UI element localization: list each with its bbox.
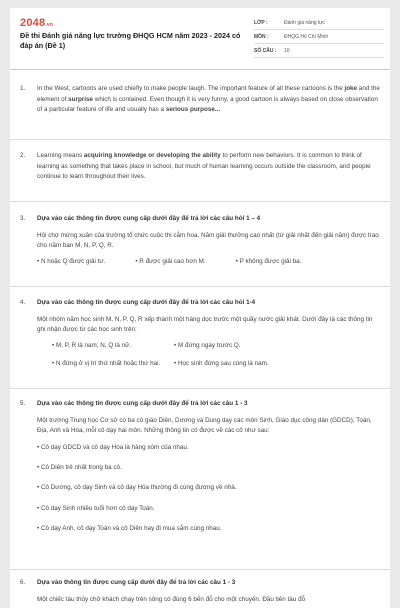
question-number: 3.: [20, 215, 26, 222]
question-3: [20, 214, 380, 267]
question-text: Một chiếc tàu thủy chở khách chạy trên sông có đúng 6 bến đỗ cho một chuyến. Đầu tiên tàu đỗ: [37, 595, 306, 603]
divider: [10, 388, 390, 389]
fact-item: • M, P, R là nam; N, Q là nữ.: [52, 341, 132, 349]
question-6: [20, 578, 380, 605]
meta-class: LỚP : Đánh giá năng lực: [254, 16, 384, 30]
question-facts: [37, 443, 380, 545]
question-4: [20, 298, 380, 370]
question-text: Hội chợ mừng xuân của trường tổ chức cuộc thi cắm hoa. Năm giải thưởng cao nhất (từ giải nhất đến giải năm) được trao cho năm bạn M, N, P, Q, R.: [37, 231, 379, 249]
document-title: Đề thi Đánh giá năng lực trường ĐHQG HCM năm 2023 - 2024 có đáp án (Đề 1): [20, 31, 241, 50]
meta-subject: MÔN : ĐHQG Hồ Chí Minh: [254, 30, 384, 44]
question-options: [37, 257, 380, 268]
fact-item: • Cô Dương, cô dạy Sinh và cô dạy Hóa thường đi cùng đường về nhà.: [37, 484, 237, 492]
question-1: [20, 84, 380, 116]
divider: [10, 201, 390, 202]
fact-item: • Cô dạy Anh, cô dạy Toán và cô Diên hay đi mua sắm cùng nhau.: [37, 525, 222, 533]
question-number: 1.: [20, 85, 26, 92]
divider: [10, 139, 390, 140]
question-heading: Dựa vào thông tin được cung cấp dưới đây để trả lời các câu 1 - 3: [37, 579, 236, 586]
question-heading: Dựa vào các thông tin được cung cấp dưới đây để trả lời các câu hỏi 1-4: [37, 299, 256, 306]
fact-item: • Cô dạy GDCD và cô dạy Hóa là hàng xóm của nhau.: [37, 443, 189, 451]
question-text: Learning means acquiring knowledge or developing the ability to perform new behaviors. It is common to think of learning as something that takes place in school, but much of human learning occurs outside the classroom, and people continue to learn throughout their lives.: [37, 152, 371, 180]
divider: [10, 569, 390, 570]
question-facts: [52, 341, 380, 370]
fact-item: • M đứng ngay trước Q.: [174, 341, 241, 349]
question-text: In the West, cartoons are used chiefly to make people laugh. The important feature of all these cartoons is the joke and the element of surprise which is contained. Even though it is very funny, a good cartoon is always based on close observation of a particular feature of life and usually has a serious purpose...: [37, 85, 380, 113]
document-meta: [254, 16, 384, 58]
question-heading: Dựa vào các thông tin được cung cấp dưới đây để trả lời các câu 1 - 3: [37, 400, 248, 407]
option-item: • P không được giải ba.: [235, 257, 302, 265]
fact-item: • Học sinh đứng sau cùng là nam.: [174, 360, 269, 367]
question-number: 5.: [20, 400, 26, 407]
meta-question-count: SỐ CÂU : 10: [254, 44, 384, 58]
divider: [10, 286, 390, 287]
option-item: • R được giải cao hơn M.: [135, 257, 206, 265]
fact-item: • Cô Diên trẻ nhất trong ba cô.: [37, 463, 122, 471]
question-number: 4.: [20, 299, 26, 306]
question-heading: Dựa vào các thông tin được cung cấp dưới đây để trả lời các câu hỏi 1 – 4: [37, 215, 261, 222]
question-text: Một nhóm năm học sinh M, N, P, Q, R xếp thành một hàng dọc trước một quầy nước giải khát. Dưới đây là các thông tin ghi nhận được từ các học sinh trên:: [37, 315, 373, 333]
fact-item: • Cô dạy Sinh nhiều tuổi hơn cô dạy Toán.: [37, 504, 155, 512]
document-page: [10, 8, 390, 608]
option-item: • N hoặc Q được giải tư.: [37, 257, 106, 265]
site-logo[interactable]: 2048.vn: [20, 17, 54, 29]
question-text: Một trường Trung học Cơ sở có ba cô giáo Diên, Dương và Dung dạy các môn Sinh, Giáo dục công dân (GDCD), Toán, Địa, Anh và Hóa, mỗi cô dạy hai môn. Những thông tin có được về các cô như sau:: [37, 416, 372, 434]
document-header: [10, 8, 390, 70]
question-5: [20, 399, 380, 544]
question-2: [20, 151, 380, 183]
fact-item: • N đứng ở vị trí thứ nhất hoặc thứ hai.: [52, 360, 161, 367]
question-number: 2.: [20, 152, 26, 159]
question-number: 6.: [20, 579, 26, 586]
